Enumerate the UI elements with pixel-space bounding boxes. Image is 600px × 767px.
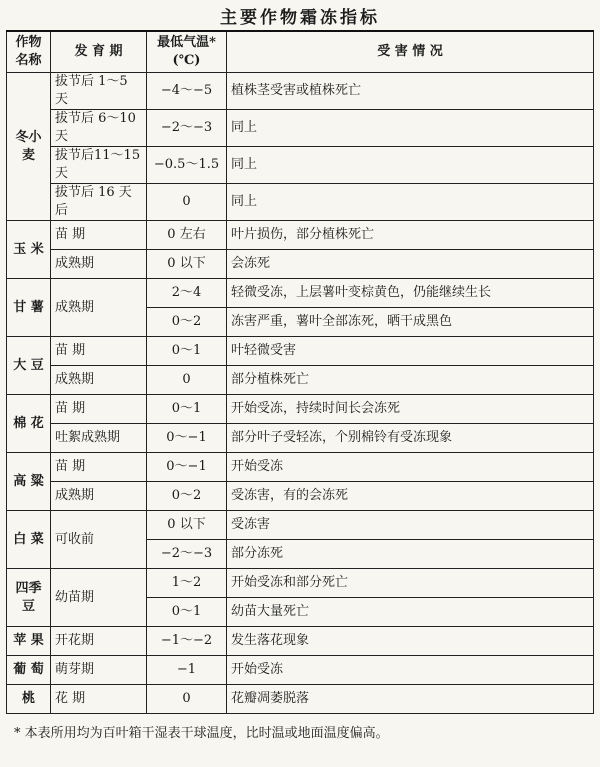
stage-cell: 萌芽期	[51, 656, 147, 685]
temperature-cell: 0～2	[147, 482, 227, 511]
table-row	[7, 110, 594, 147]
temperature-cell: 0	[147, 685, 227, 714]
stage-cell: 成熟期	[51, 279, 147, 337]
damage-cell: 花瓣凋萎脱落	[227, 685, 594, 714]
header-temp: 最低气温*(℃)	[147, 31, 227, 73]
temperature-cell: −4～−5	[147, 73, 227, 110]
header-stage: 发 育 期	[51, 31, 147, 73]
table-row	[7, 337, 594, 366]
table-row	[7, 366, 594, 395]
temperature-cell: −0.5～1.5	[147, 147, 227, 184]
table-row	[7, 482, 594, 511]
damage-cell: 叶轻微受害	[227, 337, 594, 366]
temperature-cell: 1～2	[147, 569, 227, 598]
crop-name-cell: 葡 萄	[7, 656, 51, 685]
temperature-cell: −1	[147, 656, 227, 685]
table-row	[7, 685, 594, 714]
crop-name-cell: 白 菜	[7, 511, 51, 569]
table-row	[7, 73, 594, 110]
table-row	[7, 656, 594, 685]
stage-cell: 开花期	[51, 627, 147, 656]
header-crop: 作物名称	[7, 31, 51, 73]
damage-cell: 会冻死	[227, 250, 594, 279]
crop-name-cell: 桃	[7, 685, 51, 714]
stage-cell: 苗 期	[51, 453, 147, 482]
damage-cell: 同上	[227, 184, 594, 221]
damage-cell: 部分冻死	[227, 540, 594, 569]
table-row	[7, 453, 594, 482]
table-row	[7, 424, 594, 453]
damage-cell: 植株茎受害或植株死亡	[227, 73, 594, 110]
stage-cell: 拔节后11～15天	[51, 147, 147, 184]
frost-index-table	[6, 30, 594, 714]
damage-cell: 叶片损伤，部分植株死亡	[227, 221, 594, 250]
temperature-cell: 0～−1	[147, 424, 227, 453]
damage-cell: 轻微受冻，上层薯叶变棕黄色，仍能继续生长	[227, 279, 594, 308]
damage-cell: 开始受冻	[227, 453, 594, 482]
stage-cell: 成熟期	[51, 482, 147, 511]
temperature-cell: −1～−2	[147, 627, 227, 656]
temperature-cell: 0	[147, 366, 227, 395]
crop-name-cell: 大 豆	[7, 337, 51, 395]
header-damage: 受 害 情 况	[227, 31, 594, 73]
table-row	[7, 184, 594, 221]
damage-cell: 冻害严重，薯叶全部冻死，晒干成黑色	[227, 308, 594, 337]
crop-name-cell: 甘 薯	[7, 279, 51, 337]
table-header-row	[7, 31, 594, 73]
damage-cell: 部分植株死亡	[227, 366, 594, 395]
damage-cell: 开始受冻	[227, 656, 594, 685]
temperature-cell: 0 以下	[147, 511, 227, 540]
stage-cell: 拔节后 6～10 天	[51, 110, 147, 147]
table-body	[7, 73, 594, 714]
table-title: 主要作物霜冻指标	[220, 8, 380, 28]
stage-cell: 吐絮成熟期	[51, 424, 147, 453]
temperature-cell: 0～1	[147, 337, 227, 366]
stage-cell: 拔节后 16 天后	[51, 184, 147, 221]
crop-name-cell: 四季豆	[7, 569, 51, 627]
table-row	[7, 511, 594, 540]
table-row	[7, 627, 594, 656]
temperature-cell: 0～2	[147, 308, 227, 337]
temperature-cell: 0～−1	[147, 453, 227, 482]
crop-name-cell: 高 粱	[7, 453, 51, 511]
damage-cell: 受冻害，有的会冻死	[227, 482, 594, 511]
table-row	[7, 221, 594, 250]
crop-name-cell: 棉 花	[7, 395, 51, 453]
damage-cell: 部分叶子受轻冻，个别棉铃有受冻现象	[227, 424, 594, 453]
stage-cell: 苗 期	[51, 221, 147, 250]
stage-cell: 花 期	[51, 685, 147, 714]
temperature-cell: 0～1	[147, 395, 227, 424]
damage-cell: 发生落花现象	[227, 627, 594, 656]
table-row	[7, 250, 594, 279]
damage-cell: 开始受冻和部分死亡	[227, 569, 594, 598]
footnote: * 本表所用均为百叶箱干湿表干球温度，比时温或地面温度偏高。	[14, 726, 389, 741]
table-row	[7, 147, 594, 184]
temperature-cell: −2～−3	[147, 110, 227, 147]
stage-cell: 拔节后 1～5 天	[51, 73, 147, 110]
table-row	[7, 569, 594, 598]
stage-cell: 苗 期	[51, 337, 147, 366]
temperature-cell: 0	[147, 184, 227, 221]
stage-cell: 苗 期	[51, 395, 147, 424]
damage-cell: 幼苗大量死亡	[227, 598, 594, 627]
stage-cell: 可收前	[51, 511, 147, 569]
crop-name-cell: 冬小麦	[7, 73, 51, 221]
damage-cell: 同上	[227, 147, 594, 184]
temperature-cell: −2～−3	[147, 540, 227, 569]
stage-cell: 成熟期	[51, 366, 147, 395]
crop-name-cell: 玉 米	[7, 221, 51, 279]
stage-cell: 成熟期	[51, 250, 147, 279]
temperature-cell: 2～4	[147, 279, 227, 308]
stage-cell: 幼苗期	[51, 569, 147, 627]
damage-cell: 开始受冻，持续时间长会冻死	[227, 395, 594, 424]
damage-cell: 受冻害	[227, 511, 594, 540]
table-row	[7, 395, 594, 424]
crop-name-cell: 苹 果	[7, 627, 51, 656]
damage-cell: 同上	[227, 110, 594, 147]
temperature-cell: 0～1	[147, 598, 227, 627]
temperature-cell: 0 以下	[147, 250, 227, 279]
temperature-cell: 0 左右	[147, 221, 227, 250]
table-row	[7, 279, 594, 308]
